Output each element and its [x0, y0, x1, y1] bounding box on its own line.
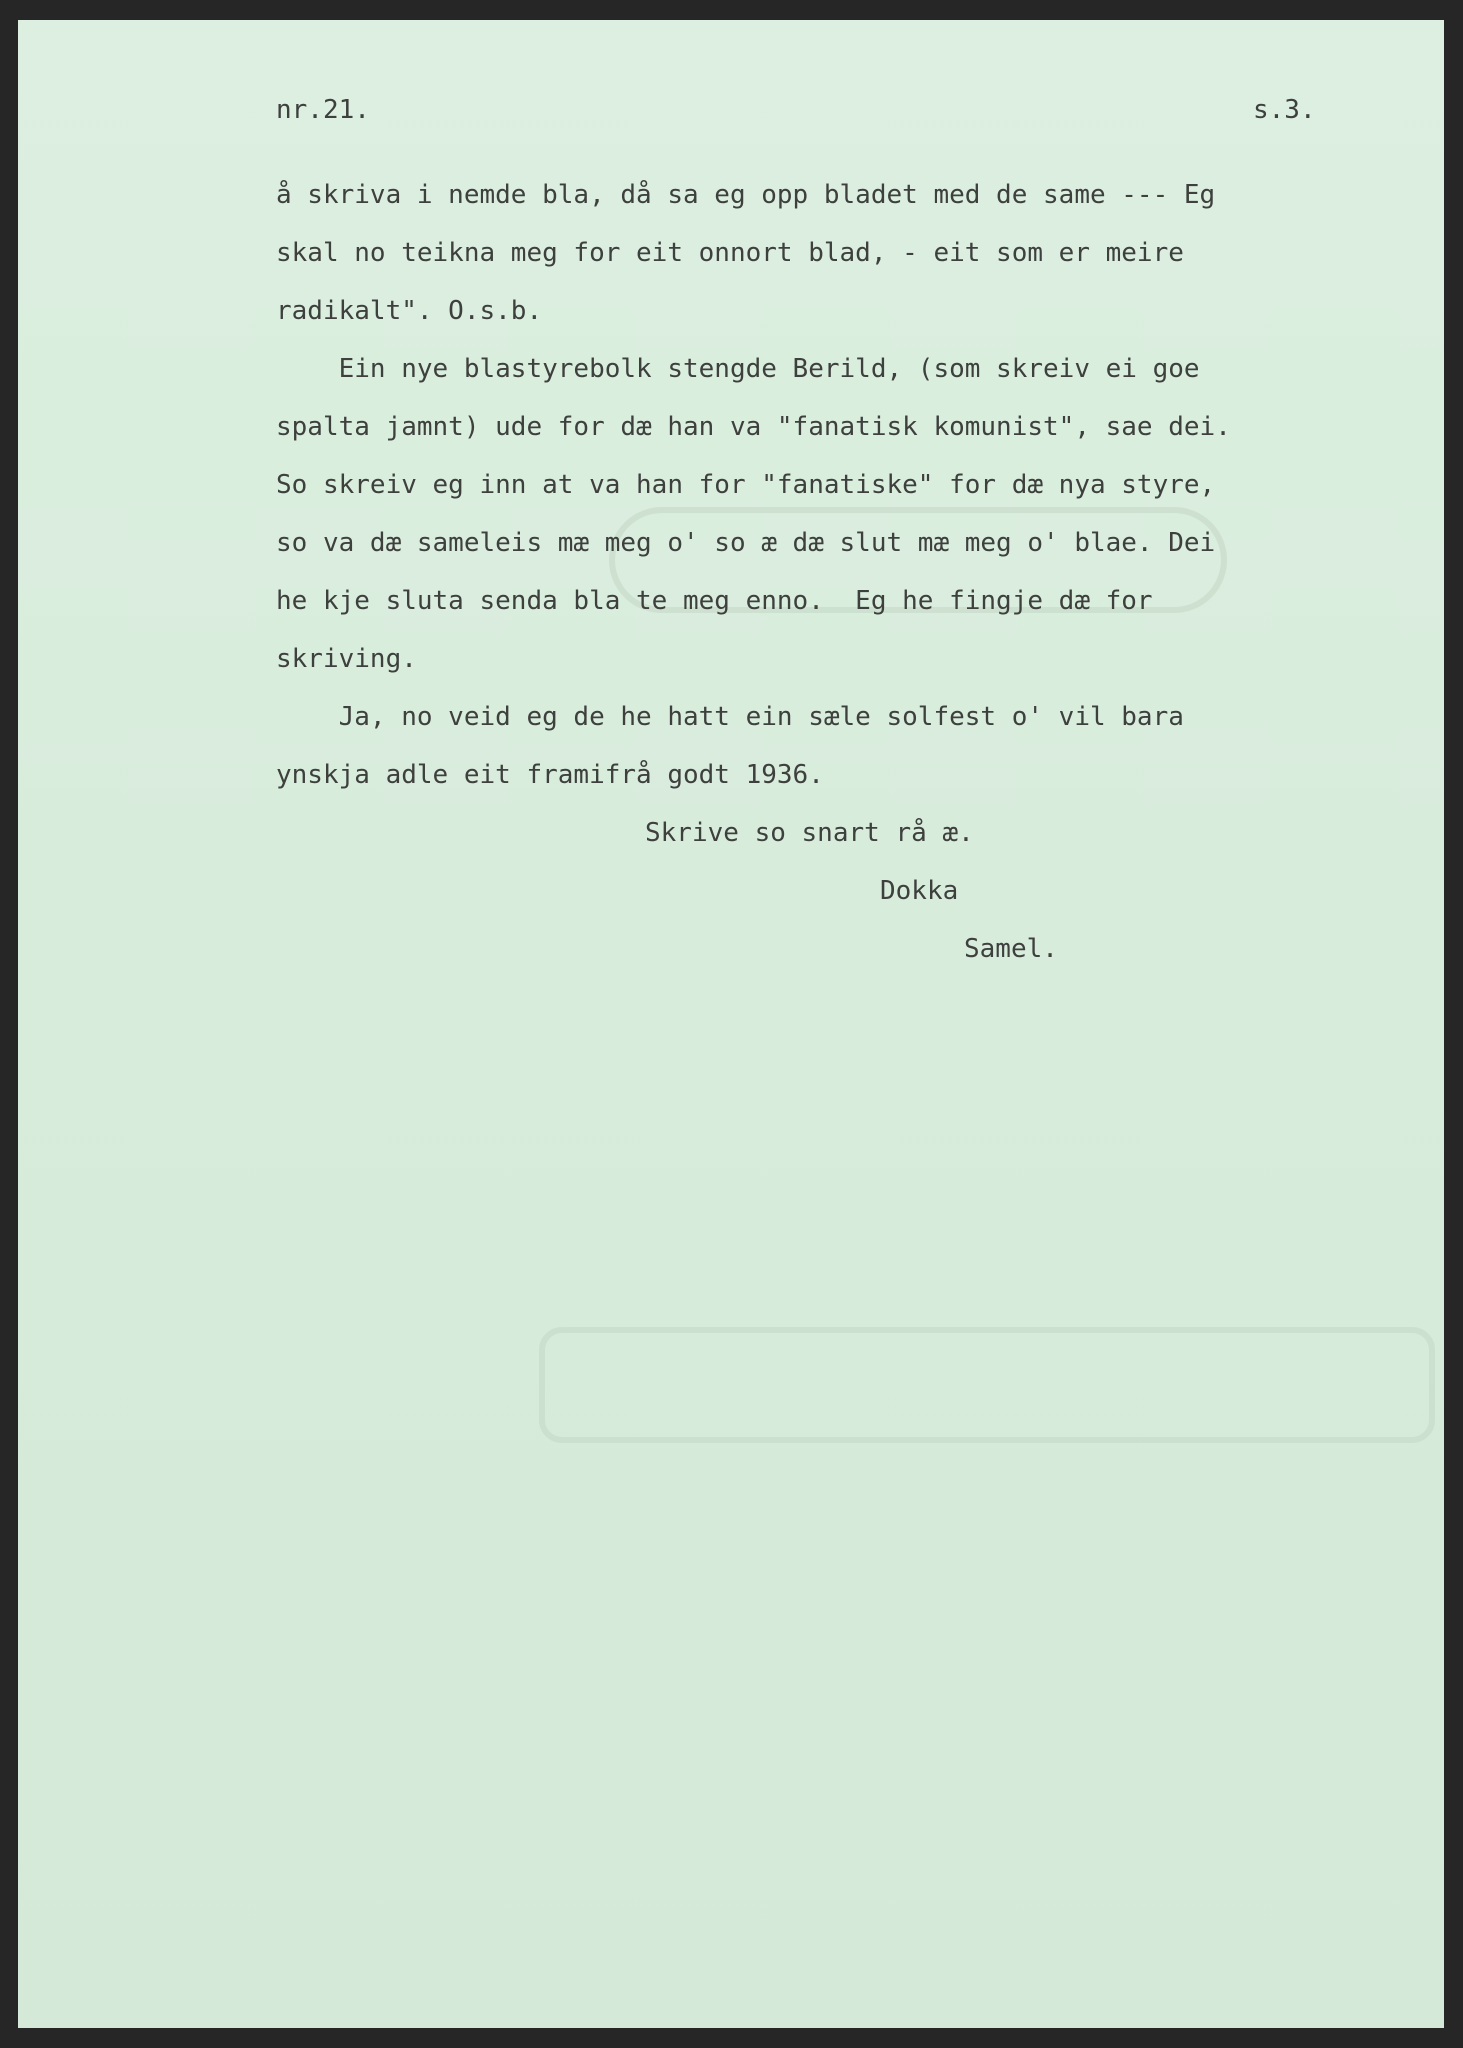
document-number: nr.21. [276, 95, 370, 125]
closing-line: Skrive so snart rå æ. [645, 818, 974, 848]
body-line: Ein nye blastyrebolk stengde Berild, (som skreiv ei goe [276, 354, 1200, 384]
signature: Samel. [964, 934, 1058, 964]
body-line: Ja, no veid eg de he hatt ein sæle solfest o' vil bara [276, 702, 1184, 732]
letterhead-watermark-bottom [538, 1310, 1438, 1486]
closing-place: Dokka [880, 876, 959, 906]
watermark-mark-bottom [538, 1310, 1438, 1460]
letterhead-watermark-top [608, 490, 1228, 653]
body-line: so va dæ sameleis mæ meg o' so æ dæ slut mæ meg o' blae. Dei [276, 528, 1216, 558]
body-line: ynskja adle eit framifrå godt 1936. [276, 760, 824, 790]
body-line: spalta jamnt) ude for dæ han va "fanatisk komunist", sae dei. [276, 412, 1231, 442]
body-line: he kje sluta senda bla te meg enno. Eg he fingje dæ for [276, 586, 1153, 616]
body-line: å skriva i nemde bla, då sa eg opp bladet med de same --- Eg [276, 180, 1216, 210]
body-line: skal no teikna meg for eit onnort blad, - eit som er meire [276, 238, 1184, 268]
body-line: radikalt". O.s.b. [276, 296, 543, 326]
page-number: s.3. [1253, 95, 1316, 125]
body-line: So skreiv eg inn at va han for "fanatiske" for dæ nya styre, [276, 470, 1216, 500]
document-page [18, 20, 1444, 2028]
body-line: skriving. [276, 644, 417, 674]
